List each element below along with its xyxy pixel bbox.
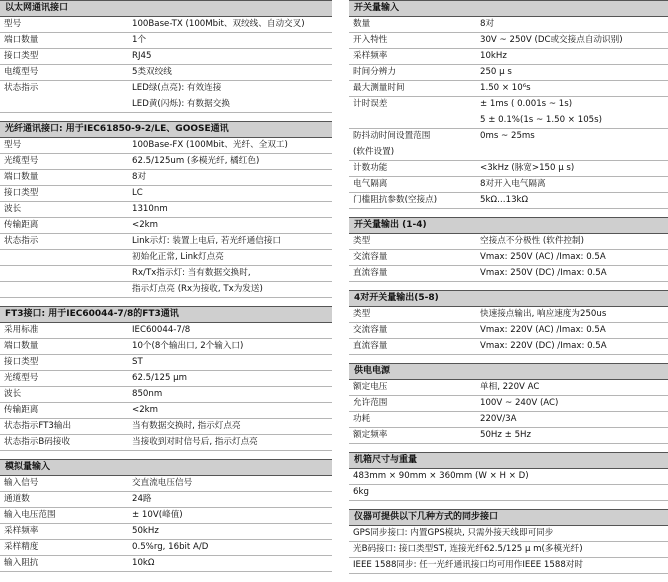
spec-value: Vmax: 220V (DC) /Imax: 0.5A	[480, 341, 607, 351]
section-header: 供电电源	[349, 363, 668, 380]
spec-label: 功耗	[353, 414, 371, 424]
spec-value: 10kHz	[480, 51, 507, 61]
spec-row	[349, 323, 668, 339]
spec-value: RJ45	[132, 51, 152, 61]
spec-row	[0, 218, 332, 234]
section-header: 模拟量输入	[0, 459, 332, 476]
spec-value: 24路	[132, 494, 152, 504]
spec-row	[0, 323, 332, 339]
spec-row	[349, 81, 668, 97]
spec-section	[349, 363, 668, 444]
spec-row	[0, 138, 332, 154]
section-header: 开关量输入	[349, 0, 668, 17]
spec-label: 时间分辨力	[353, 67, 396, 77]
spec-value: 5类双绞线	[132, 67, 172, 77]
spec-row	[349, 412, 668, 428]
spec-row	[349, 339, 668, 355]
spec-label: (软件设置)	[353, 147, 395, 157]
spec-label: 端口数量	[4, 35, 39, 45]
spec-value: Link示灯: 装置上电后, 若光纤通信接口	[132, 236, 282, 246]
spec-label: 直流容量	[353, 341, 388, 351]
section-header: FT3接口: 用于IEC60044-7/8的FT3通讯	[0, 306, 332, 323]
spec-value: <3kHz (脉宽>150 μ s)	[480, 163, 575, 173]
spec-label: 输入阻抗	[4, 558, 39, 568]
spec-row	[0, 154, 332, 170]
spec-label: 允许范围	[353, 398, 388, 408]
spec-value: Vmax: 220V (AC) /Imax: 0.5A	[480, 325, 606, 335]
spec-value: Rx/Tx指示灯: 当有数据交换时,	[132, 268, 251, 278]
spec-row	[0, 508, 332, 524]
spec-row	[0, 81, 332, 97]
spec-value: 1个	[132, 35, 147, 45]
section-header: 仪器可提供以下几种方式的同步接口	[349, 509, 668, 526]
spec-value: 当接收到对时信号后, 指示灯点亮	[132, 437, 258, 447]
spec-row	[349, 542, 668, 558]
spec-label: 采样频率	[353, 51, 388, 61]
spec-label: 直流容量	[353, 268, 388, 278]
spec-label: 开入特性	[353, 35, 388, 45]
spec-section	[349, 509, 668, 574]
spec-value: 62.5/125 μm	[132, 373, 188, 383]
spec-row	[349, 97, 668, 113]
spec-row	[0, 282, 332, 298]
spec-line: 6kg	[353, 487, 369, 497]
spec-label: 状态指示FT3输出	[4, 421, 72, 431]
spec-value: 交直流电压信号	[132, 478, 193, 488]
spec-row	[349, 113, 668, 129]
spec-value: 250 μ s	[480, 67, 512, 77]
spec-label: 接口类型	[4, 188, 39, 198]
spec-row	[0, 403, 332, 419]
spec-row	[0, 476, 332, 492]
spec-value: 快速接点输出, 响应速度为250us	[480, 309, 607, 319]
spec-line: GPS同步接口: 内置GPS模块, 只需外接天线即可同步	[353, 528, 554, 538]
spec-value: LC	[132, 188, 143, 198]
spec-label: 波长	[4, 389, 22, 399]
spec-value: 8对	[132, 172, 147, 182]
spec-value: IEC60044-7/8	[132, 325, 191, 335]
spec-label: 状态指示B码接收	[4, 437, 71, 447]
spec-row	[0, 170, 332, 186]
spec-value: 空接点不分极性 (软件控制)	[480, 236, 584, 246]
spec-row	[349, 193, 668, 209]
spec-label: 类型	[353, 309, 371, 319]
section-header: 光纤通讯接口: 用于IEC61850-9-2/LE、GOOSE通讯	[0, 121, 332, 138]
spec-row	[0, 186, 332, 202]
spec-label: 计数功能	[353, 163, 388, 173]
spec-row	[349, 250, 668, 266]
spec-section	[0, 459, 332, 572]
spec-section	[349, 452, 668, 501]
spec-label: 状态指示	[4, 236, 39, 246]
spec-value: ± 10V(峰值)	[132, 510, 183, 520]
spec-value: 5 ± 0.1%(1s ~ 1.50 × 105s)	[480, 115, 602, 125]
spec-section	[349, 290, 668, 355]
spec-value: 单相, 220V AC	[480, 382, 540, 392]
spec-row	[0, 250, 332, 266]
spec-value: 当有数据交换时, 指示灯点亮	[132, 421, 241, 431]
spec-label: 输入信号	[4, 478, 39, 488]
spec-value: 1.50 × 10⁶s	[480, 83, 531, 93]
spec-row	[0, 49, 332, 65]
spec-label: 输入电压范围	[4, 510, 56, 520]
spec-label: 门槛阻抗参数(空接点)	[353, 195, 438, 205]
spec-label: 额定电压	[353, 382, 388, 392]
spec-row	[0, 234, 332, 250]
spec-row	[349, 17, 668, 33]
spec-value: 5kΩ…13kΩ	[480, 195, 529, 205]
spec-label: 接口类型	[4, 51, 39, 61]
spec-value: 1310nm	[132, 204, 168, 214]
spec-row	[0, 419, 332, 435]
spec-row	[349, 33, 668, 49]
spec-value: 50Hz ± 5Hz	[480, 430, 532, 440]
spec-label: 最大测量时间	[353, 83, 405, 93]
spec-row	[0, 33, 332, 49]
spec-section	[0, 306, 332, 451]
spec-value: Vmax: 250V (DC) /Imax: 0.5A	[480, 268, 607, 278]
spec-row	[349, 129, 668, 145]
spec-label: 波长	[4, 204, 22, 214]
spec-label: 光缆型号	[4, 156, 39, 166]
spec-value: 0.5%rg, 16bit A/D	[132, 542, 209, 552]
section-header: 4对开关量输出(5-8)	[349, 290, 668, 307]
spec-section	[0, 121, 332, 298]
spec-row	[0, 492, 332, 508]
spec-row	[0, 17, 332, 33]
spec-row	[349, 234, 668, 250]
spec-section	[0, 0, 332, 113]
spec-value: LED绿(点亮): 有效连接	[132, 83, 222, 93]
spec-row	[0, 387, 332, 403]
spec-row	[349, 177, 668, 193]
spec-label: 交流容量	[353, 325, 388, 335]
spec-label: 电缆型号	[4, 67, 39, 77]
spec-value: 62.5/125um (多模光纤, 橘红色)	[132, 156, 260, 166]
spec-value: ± 1ms ( 0.001s ~ 1s)	[480, 99, 573, 109]
spec-label: 计时误差	[353, 99, 388, 109]
spec-row	[349, 485, 668, 501]
spec-section	[349, 217, 668, 282]
spec-line: 483mm × 90mm × 360mm (W × H × D)	[353, 471, 529, 481]
spec-value: 50kHz	[132, 526, 159, 536]
spec-value: 10个(8个输出口, 2个输入口)	[132, 341, 244, 351]
spec-label: 光缆型号	[4, 373, 39, 383]
spec-row	[0, 540, 332, 556]
spec-label: 数量	[353, 19, 371, 29]
spec-label: 状态指示	[4, 83, 39, 93]
spec-value: 初始化正常, Link灯点亮	[132, 252, 224, 262]
spec-row	[0, 339, 332, 355]
spec-value: 100Base-FX (100Mbit、光纤、全双工)	[132, 140, 288, 150]
spec-label: 额定频率	[353, 430, 388, 440]
spec-row	[349, 380, 668, 396]
spec-line: IEEE 1588同步: 任一光纤通讯接口均可用作IEEE 1588对时	[353, 560, 583, 570]
spec-row	[349, 145, 668, 161]
spec-row	[0, 202, 332, 218]
spec-row	[349, 526, 668, 542]
spec-value: 30V ~ 250V (DC或交接点自动识别)	[480, 35, 623, 45]
spec-value: 10kΩ	[132, 558, 155, 568]
spec-row	[349, 307, 668, 323]
spec-row	[0, 266, 332, 282]
spec-row	[349, 161, 668, 177]
spec-value: LED黄(闪烁): 有数据交换	[132, 99, 230, 109]
spec-value: 100Base-TX (100Mbit、双绞线、自动交叉)	[132, 19, 305, 29]
spec-row	[349, 266, 668, 282]
spec-label: 电气隔离	[353, 179, 388, 189]
spec-row	[349, 65, 668, 81]
spec-row	[0, 371, 332, 387]
spec-label: 采样频率	[4, 526, 39, 536]
spec-value: 850nm	[132, 389, 163, 399]
spec-label: 传输距离	[4, 220, 39, 230]
left-column	[0, 0, 332, 580]
spec-value: Vmax: 250V (AC) /Imax: 0.5A	[480, 252, 606, 262]
spec-row	[349, 396, 668, 412]
spec-row	[349, 49, 668, 65]
spec-label: 型号	[4, 19, 22, 29]
spec-row	[0, 65, 332, 81]
spec-row	[349, 428, 668, 444]
right-column	[349, 0, 668, 582]
spec-row	[0, 556, 332, 572]
spec-label: 传输距离	[4, 405, 39, 415]
spec-label: 端口数量	[4, 341, 39, 351]
spec-row	[0, 355, 332, 371]
spec-value: 8对	[480, 19, 495, 29]
section-header: 开关量输出 (1-4)	[349, 217, 668, 234]
spec-value: 0ms ~ 25ms	[480, 131, 535, 141]
spec-label: 端口数量	[4, 172, 39, 182]
spec-section	[349, 0, 668, 209]
spec-value: 220V/3A	[480, 414, 517, 424]
spec-label: 型号	[4, 140, 22, 150]
spec-line: 光B码接口: 接口类型ST, 连接光纤62.5/125 μ m(多模光纤)	[353, 544, 583, 554]
spec-row	[0, 524, 332, 540]
spec-label: 通道数	[4, 494, 30, 504]
spec-label: 类型	[353, 236, 371, 246]
spec-row	[349, 469, 668, 485]
spec-value: 指示灯点亮 (Rx为接收, Tx为发送)	[132, 284, 263, 294]
spec-label: 采样精度	[4, 542, 39, 552]
section-header: 以太网通讯接口	[0, 0, 332, 17]
spec-value: ST	[132, 357, 143, 367]
spec-value: 8对开入电气隔离	[480, 179, 546, 189]
section-header: 机箱尺寸与重量	[349, 452, 668, 469]
spec-value: <2km	[132, 220, 159, 230]
spec-label: 采用标准	[4, 325, 39, 335]
spec-label: 交流容量	[353, 252, 388, 262]
spec-value: 100V ~ 240V (AC)	[480, 398, 559, 408]
spec-row	[0, 97, 332, 113]
spec-label: 接口类型	[4, 357, 39, 367]
spec-label: 防抖动时间设置范围	[353, 131, 431, 141]
spec-value: <2km	[132, 405, 159, 415]
spec-row	[0, 435, 332, 451]
